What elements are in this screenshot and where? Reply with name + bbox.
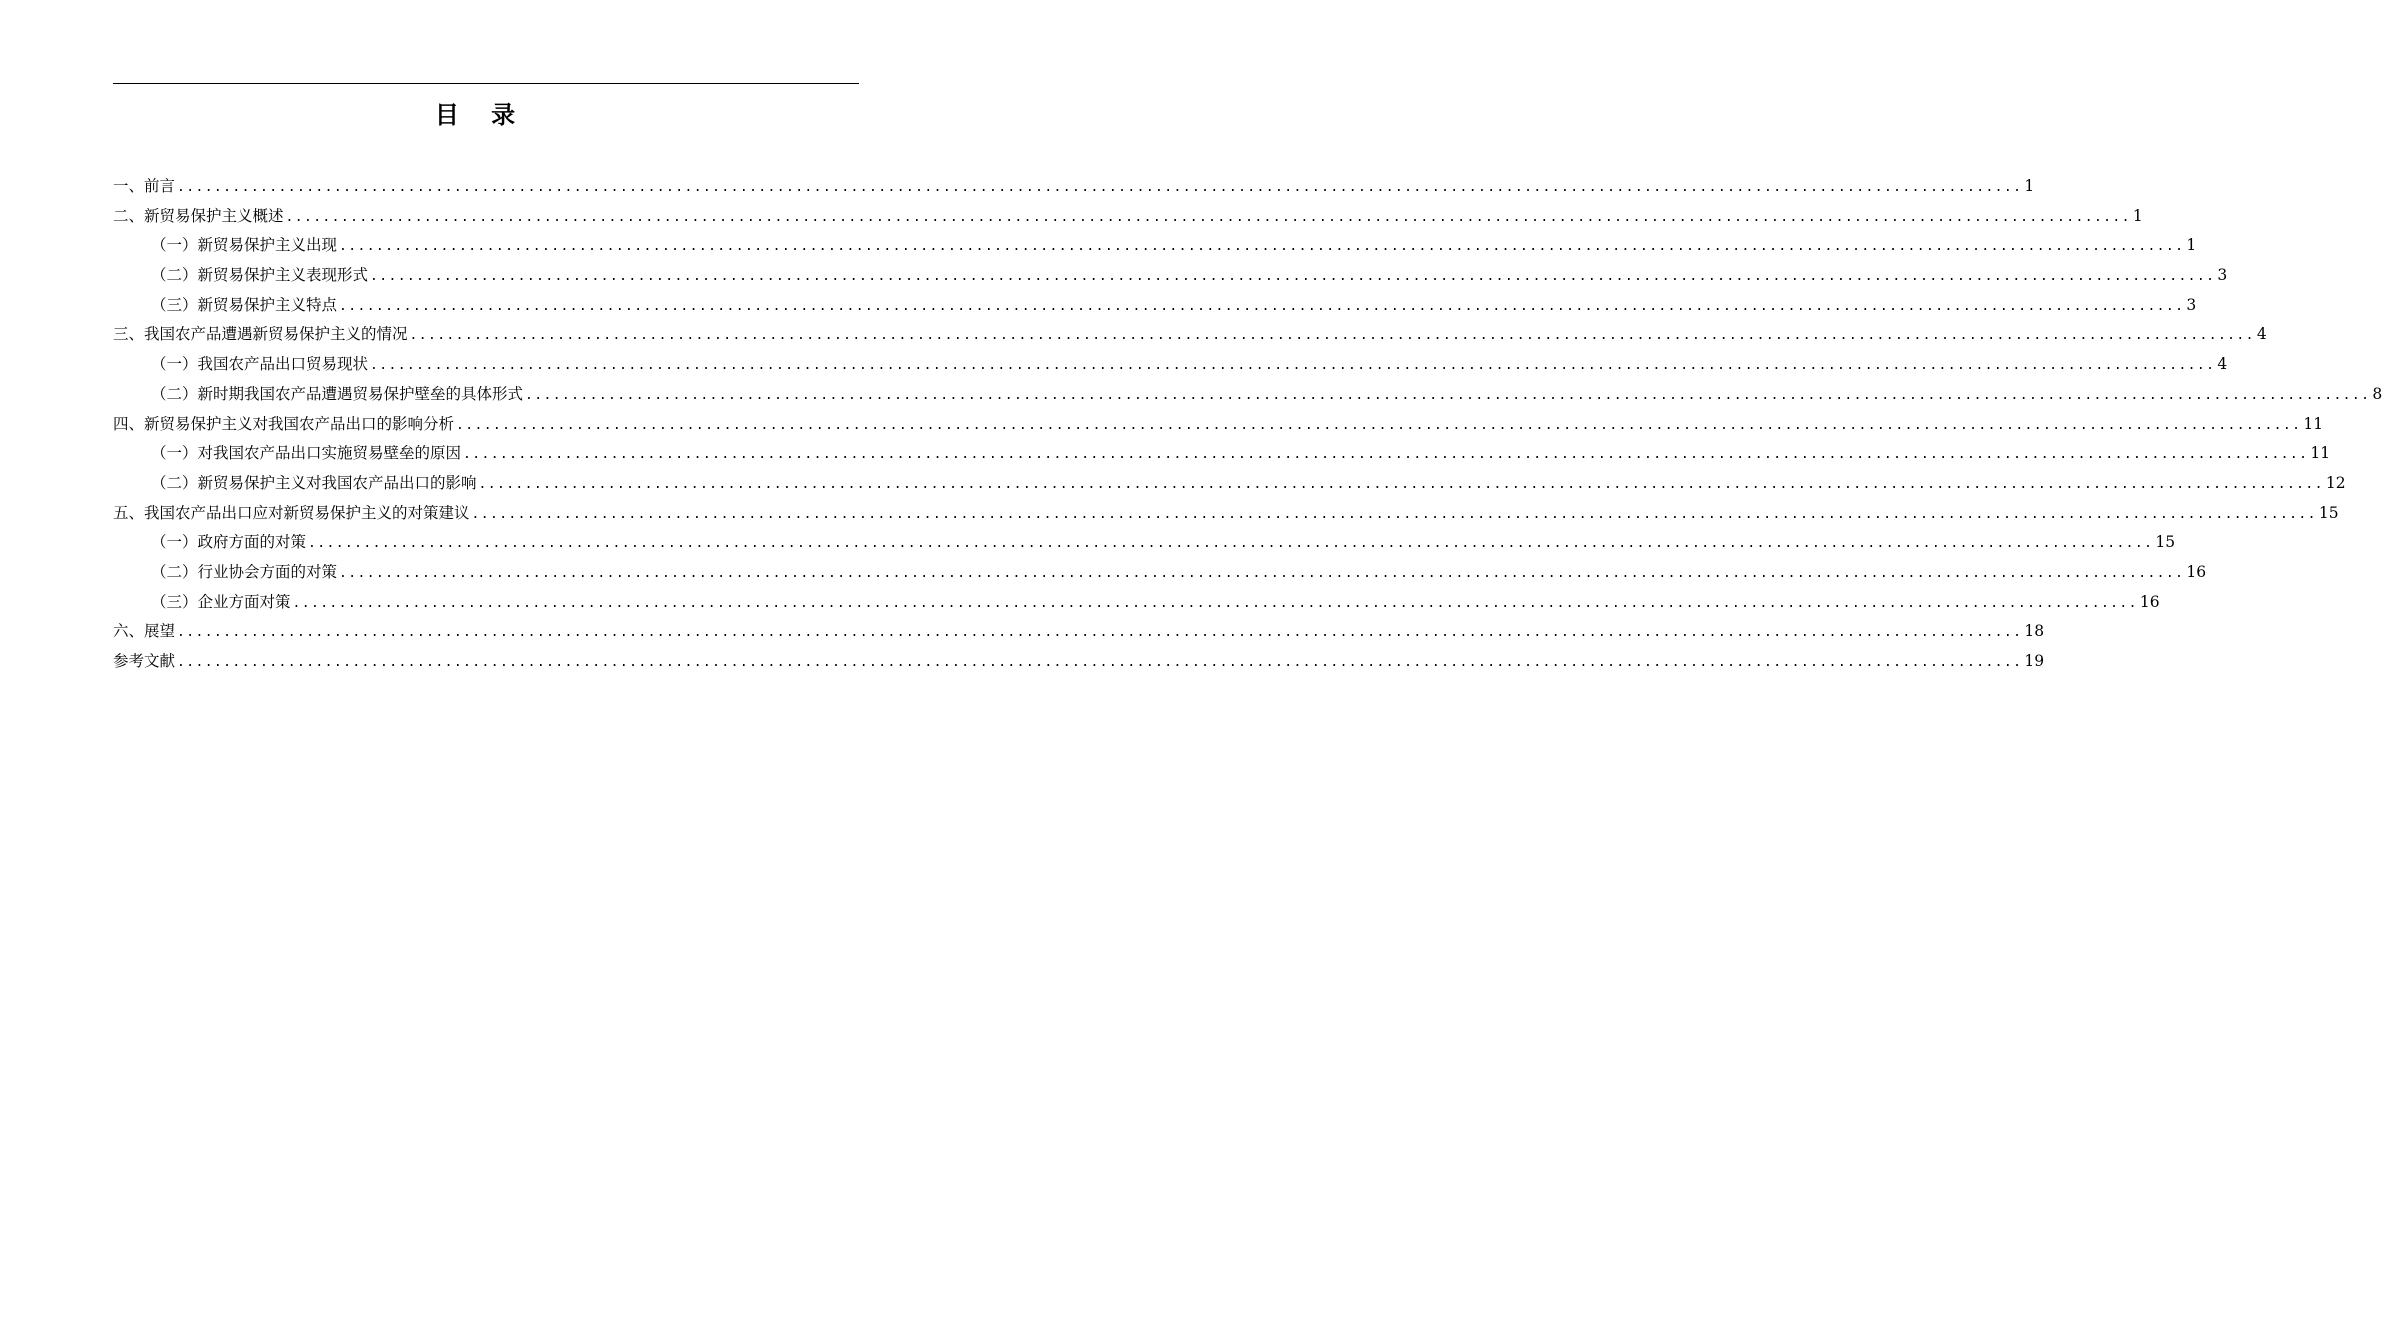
toc-page-number: 11 — [2310, 444, 2331, 463]
toc-entry-text: （一）新贸易保护主义出现 — [151, 236, 338, 255]
toc-page-number: 16 — [2186, 562, 2207, 581]
toc-dot-leader: ........................................................................................................................................................................................................ — [339, 565, 2185, 581]
toc-entry[interactable] — [113, 380, 2382, 410]
toc-dot-leader: ........................................................................................................................................................................................................ — [409, 328, 2255, 344]
toc-page-number: 16 — [2139, 592, 2160, 611]
toc-dot-leader: ........................................................................................................................................................................................................ — [370, 358, 2216, 374]
toc-entry-text: 四、新贸易保护主义对我国农产品出口的影响分析 — [113, 414, 455, 433]
toc-entry-text: 五、我国农产品出口应对新贸易保护主义的对策建议 — [113, 503, 470, 522]
toc-entry[interactable] — [113, 320, 2267, 350]
toc-entry[interactable] — [113, 202, 2143, 232]
toc-dot-leader: ........................................................................................................................................................................................................ — [456, 417, 2302, 433]
toc-entry-text: 六、展望 — [113, 622, 176, 641]
toc-entry-text: （一）对我国农产品出口实施贸易壁垒的原因 — [151, 444, 462, 463]
toc-page-number: 15 — [2318, 503, 2339, 522]
toc-page-number: 4 — [2256, 325, 2267, 344]
toc-page-number: 8 — [2372, 384, 2382, 403]
toc-dot-leader: ........................................................................................................................................................................................................ — [177, 625, 2023, 641]
toc-entry[interactable] — [113, 231, 2197, 261]
header-rule — [113, 83, 859, 84]
toc-entry[interactable] — [113, 410, 2324, 440]
toc-entry-text: （一）政府方面的对策 — [151, 533, 307, 552]
toc-page-number: 19 — [2024, 652, 2045, 670]
toc-page-number: 12 — [2325, 473, 2346, 492]
toc-page-number: 4 — [2217, 355, 2228, 374]
toc-entry[interactable] — [113, 469, 2346, 499]
toc-entry-text: 参考文献 — [113, 652, 176, 670]
toc-entry-text: （二）新贸易保护主义表现形式 — [151, 266, 369, 285]
toc-entry-text: 一、前言 — [113, 177, 176, 195]
toc-entry[interactable] — [113, 617, 2045, 647]
toc-page-number: 11 — [2303, 414, 2324, 433]
toc-dot-leader: ........................................................................................................................................................................................................ — [478, 476, 2324, 492]
toc-page-number: 15 — [2155, 533, 2176, 552]
toc-dot-leader: ........................................................................................................................................................................................................ — [177, 180, 2023, 195]
toc-dot-leader: ........................................................................................................................................................................................................ — [463, 447, 2309, 463]
toc-entry[interactable] — [113, 588, 2160, 618]
toc-entry-text: （三）新贸易保护主义特点 — [151, 295, 338, 314]
toc-dot-leader: ........................................................................................................................................................................................................ — [339, 298, 2185, 314]
toc-entry[interactable] — [113, 291, 2197, 321]
toc-entry[interactable] — [113, 558, 2207, 588]
toc-dot-leader: ........................................................................................................................................................................................................ — [308, 536, 2154, 552]
toc-page-number: 1 — [2186, 236, 2197, 255]
toc-entry-text: （一）我国农产品出口贸易现状 — [151, 355, 369, 374]
toc-entry-text: 三、我国农产品遭遇新贸易保护主义的情况 — [113, 325, 408, 344]
toc-entry[interactable] — [113, 261, 2228, 291]
toc-entry[interactable] — [113, 499, 2339, 529]
toc-dot-leader: ........................................................................................................................................................................................................ — [177, 655, 2023, 670]
toc-entry[interactable] — [113, 350, 2228, 380]
toc-page-number: 18 — [2024, 622, 2045, 641]
toc-dot-leader: ........................................................................................................................................................................................................ — [525, 387, 2371, 403]
toc-entry[interactable] — [113, 439, 2331, 469]
toc-entry-text: （二）行业协会方面的对策 — [151, 562, 338, 581]
toc-page-number: 1 — [2132, 206, 2143, 225]
toc-list — [113, 172, 2382, 677]
toc-title: 目 录 — [434, 101, 528, 129]
toc-entry-text: （二）新贸易保护主义对我国农产品出口的影响 — [151, 473, 477, 492]
toc-entry[interactable] — [113, 172, 2035, 202]
toc-dot-leader: ........................................................................................................................................................................................................ — [370, 269, 2216, 285]
toc-page-number: 3 — [2217, 266, 2228, 285]
toc-page-number: 1 — [2024, 177, 2035, 195]
toc-entry[interactable] — [113, 528, 2176, 558]
toc-dot-leader: ........................................................................................................................................................................................................ — [285, 209, 2131, 225]
toc-entry-text: （三）企业方面对策 — [151, 592, 291, 611]
toc-dot-leader: ........................................................................................................................................................................................................ — [339, 239, 2185, 255]
toc-dot-leader: ........................................................................................................................................................................................................ — [471, 506, 2317, 522]
toc-dot-leader: ........................................................................................................................................................................................................ — [292, 595, 2138, 611]
toc-entry-text: （二）新时期我国农产品遭遇贸易保护壁垒的具体形式 — [151, 384, 524, 403]
toc-page-number: 3 — [2186, 295, 2197, 314]
toc-entry-text: 二、新贸易保护主义概述 — [113, 206, 284, 225]
toc-entry[interactable] — [113, 647, 2045, 677]
